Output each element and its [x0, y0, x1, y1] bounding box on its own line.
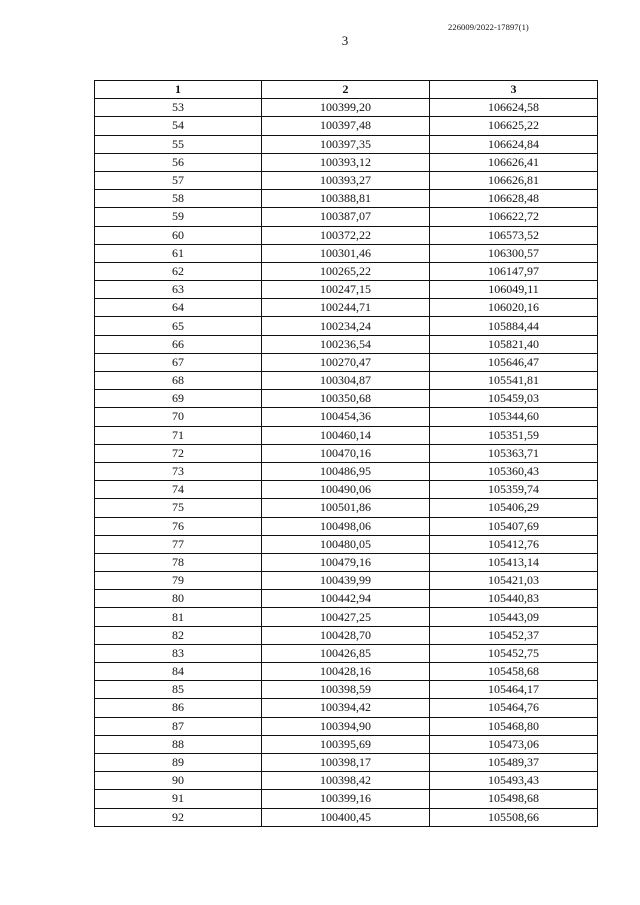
x-coordinate-cell: 100490,06	[262, 481, 430, 499]
x-coordinate-cell: 100270,47	[262, 353, 430, 371]
coordinates-table	[94, 80, 598, 827]
y-coordinate-cell: 106625,22	[430, 117, 598, 135]
table-row	[95, 572, 598, 590]
table-row	[95, 753, 598, 771]
x-coordinate-cell: 100398,59	[262, 681, 430, 699]
x-coordinate-cell: 100427,25	[262, 608, 430, 626]
table-row	[95, 735, 598, 753]
point-number-cell: 61	[95, 244, 262, 262]
table-row	[95, 262, 598, 280]
x-coordinate-cell: 100399,20	[262, 99, 430, 117]
table-row	[95, 553, 598, 571]
x-coordinate-cell: 100486,95	[262, 462, 430, 480]
table-row	[95, 353, 598, 371]
table-row	[95, 408, 598, 426]
x-coordinate-cell: 100479,16	[262, 553, 430, 571]
y-coordinate-cell: 105351,59	[430, 426, 598, 444]
point-number-cell: 85	[95, 681, 262, 699]
y-coordinate-cell: 105344,60	[430, 408, 598, 426]
table-row	[95, 171, 598, 189]
table-body	[95, 99, 598, 827]
table-row	[95, 499, 598, 517]
x-coordinate-cell: 100428,70	[262, 626, 430, 644]
y-coordinate-cell: 105440,83	[430, 590, 598, 608]
table-row	[95, 226, 598, 244]
y-coordinate-cell: 105459,03	[430, 390, 598, 408]
point-number-cell: 81	[95, 608, 262, 626]
y-coordinate-cell: 106624,58	[430, 99, 598, 117]
point-number-cell: 55	[95, 135, 262, 153]
table-row	[95, 153, 598, 171]
x-coordinate-cell: 100398,17	[262, 753, 430, 771]
table-row	[95, 281, 598, 299]
y-coordinate-cell: 105821,40	[430, 335, 598, 353]
point-number-cell: 69	[95, 390, 262, 408]
y-coordinate-cell: 105489,37	[430, 753, 598, 771]
point-number-cell: 53	[95, 99, 262, 117]
y-coordinate-cell: 105363,71	[430, 444, 598, 462]
column-header-3: 3	[430, 81, 598, 99]
table-row	[95, 299, 598, 317]
y-coordinate-cell: 105493,43	[430, 772, 598, 790]
table-row	[95, 663, 598, 681]
y-coordinate-cell: 105884,44	[430, 317, 598, 335]
point-number-cell: 87	[95, 717, 262, 735]
table-row	[95, 335, 598, 353]
x-coordinate-cell: 100304,87	[262, 372, 430, 390]
y-coordinate-cell: 105452,75	[430, 644, 598, 662]
y-coordinate-cell: 105443,09	[430, 608, 598, 626]
point-number-cell: 71	[95, 426, 262, 444]
point-number-cell: 79	[95, 572, 262, 590]
x-coordinate-cell: 100501,86	[262, 499, 430, 517]
x-coordinate-cell: 100394,42	[262, 699, 430, 717]
y-coordinate-cell: 105541,81	[430, 372, 598, 390]
table-row	[95, 517, 598, 535]
y-coordinate-cell: 105464,17	[430, 681, 598, 699]
table-row	[95, 808, 598, 826]
table-row	[95, 535, 598, 553]
y-coordinate-cell: 106626,81	[430, 171, 598, 189]
point-number-cell: 58	[95, 190, 262, 208]
point-number-cell: 54	[95, 117, 262, 135]
x-coordinate-cell: 100439,99	[262, 572, 430, 590]
y-coordinate-cell: 106622,72	[430, 208, 598, 226]
table-row	[95, 99, 598, 117]
y-coordinate-cell: 105468,80	[430, 717, 598, 735]
point-number-cell: 91	[95, 790, 262, 808]
point-number-cell: 80	[95, 590, 262, 608]
point-number-cell: 86	[95, 699, 262, 717]
y-coordinate-cell: 105406,29	[430, 499, 598, 517]
table-row	[95, 462, 598, 480]
table-row	[95, 590, 598, 608]
table-row	[95, 681, 598, 699]
table-row	[95, 117, 598, 135]
table-row	[95, 444, 598, 462]
point-number-cell: 76	[95, 517, 262, 535]
table-row	[95, 390, 598, 408]
x-coordinate-cell: 100301,46	[262, 244, 430, 262]
y-coordinate-cell: 106626,41	[430, 153, 598, 171]
x-coordinate-cell: 100397,35	[262, 135, 430, 153]
point-number-cell: 68	[95, 372, 262, 390]
point-number-cell: 82	[95, 626, 262, 644]
y-coordinate-cell: 105498,68	[430, 790, 598, 808]
x-coordinate-cell: 100454,36	[262, 408, 430, 426]
table-row	[95, 699, 598, 717]
point-number-cell: 67	[95, 353, 262, 371]
y-coordinate-cell: 105421,03	[430, 572, 598, 590]
x-coordinate-cell: 100400,45	[262, 808, 430, 826]
y-coordinate-cell: 106300,57	[430, 244, 598, 262]
point-number-cell: 63	[95, 281, 262, 299]
table-row	[95, 372, 598, 390]
x-coordinate-cell: 100426,85	[262, 644, 430, 662]
table-row	[95, 790, 598, 808]
x-coordinate-cell: 100393,27	[262, 171, 430, 189]
x-coordinate-cell: 100398,42	[262, 772, 430, 790]
y-coordinate-cell: 105360,43	[430, 462, 598, 480]
point-number-cell: 62	[95, 262, 262, 280]
x-coordinate-cell: 100397,48	[262, 117, 430, 135]
y-coordinate-cell: 105413,14	[430, 553, 598, 571]
point-number-cell: 60	[95, 226, 262, 244]
x-coordinate-cell: 100442,94	[262, 590, 430, 608]
x-coordinate-cell: 100393,12	[262, 153, 430, 171]
document-id: 226009/2022-17897(1)	[448, 22, 529, 32]
point-number-cell: 73	[95, 462, 262, 480]
point-number-cell: 83	[95, 644, 262, 662]
table-header-row	[95, 81, 598, 99]
x-coordinate-cell: 100265,22	[262, 262, 430, 280]
x-coordinate-cell: 100247,15	[262, 281, 430, 299]
point-number-cell: 84	[95, 663, 262, 681]
point-number-cell: 90	[95, 772, 262, 790]
x-coordinate-cell: 100460,14	[262, 426, 430, 444]
table-row	[95, 481, 598, 499]
point-number-cell: 74	[95, 481, 262, 499]
point-number-cell: 77	[95, 535, 262, 553]
x-coordinate-cell: 100480,05	[262, 535, 430, 553]
y-coordinate-cell: 106147,97	[430, 262, 598, 280]
point-number-cell: 92	[95, 808, 262, 826]
table-row	[95, 244, 598, 262]
y-coordinate-cell: 105464,76	[430, 699, 598, 717]
point-number-cell: 88	[95, 735, 262, 753]
y-coordinate-cell: 106624,84	[430, 135, 598, 153]
x-coordinate-cell: 100399,16	[262, 790, 430, 808]
point-number-cell: 56	[95, 153, 262, 171]
y-coordinate-cell: 106049,11	[430, 281, 598, 299]
table-row	[95, 317, 598, 335]
table-row	[95, 772, 598, 790]
table-row	[95, 190, 598, 208]
table-row	[95, 208, 598, 226]
y-coordinate-cell: 105508,66	[430, 808, 598, 826]
x-coordinate-cell: 100394,90	[262, 717, 430, 735]
x-coordinate-cell: 100372,22	[262, 226, 430, 244]
point-number-cell: 64	[95, 299, 262, 317]
y-coordinate-cell: 105412,76	[430, 535, 598, 553]
x-coordinate-cell: 100428,16	[262, 663, 430, 681]
table-row	[95, 426, 598, 444]
column-header-2: 2	[262, 81, 430, 99]
point-number-cell: 70	[95, 408, 262, 426]
y-coordinate-cell: 105407,69	[430, 517, 598, 535]
table-row	[95, 717, 598, 735]
x-coordinate-cell: 100388,81	[262, 190, 430, 208]
y-coordinate-cell: 105473,06	[430, 735, 598, 753]
point-number-cell: 78	[95, 553, 262, 571]
point-number-cell: 57	[95, 171, 262, 189]
table-row	[95, 135, 598, 153]
x-coordinate-cell: 100470,16	[262, 444, 430, 462]
y-coordinate-cell: 106020,16	[430, 299, 598, 317]
y-coordinate-cell: 106573,52	[430, 226, 598, 244]
y-coordinate-cell: 105359,74	[430, 481, 598, 499]
point-number-cell: 72	[95, 444, 262, 462]
point-number-cell: 65	[95, 317, 262, 335]
x-coordinate-cell: 100244,71	[262, 299, 430, 317]
point-number-cell: 75	[95, 499, 262, 517]
y-coordinate-cell: 105646,47	[430, 353, 598, 371]
x-coordinate-cell: 100236,54	[262, 335, 430, 353]
table-row	[95, 644, 598, 662]
x-coordinate-cell: 100350,68	[262, 390, 430, 408]
y-coordinate-cell: 105458,68	[430, 663, 598, 681]
x-coordinate-cell: 100395,69	[262, 735, 430, 753]
x-coordinate-cell: 100387,07	[262, 208, 430, 226]
column-header-1: 1	[95, 81, 262, 99]
x-coordinate-cell: 100234,24	[262, 317, 430, 335]
point-number-cell: 59	[95, 208, 262, 226]
page-number: 3	[341, 33, 349, 48]
table-row	[95, 626, 598, 644]
y-coordinate-cell: 105452,37	[430, 626, 598, 644]
point-number-cell: 89	[95, 753, 262, 771]
point-number-cell: 66	[95, 335, 262, 353]
table-row	[95, 608, 598, 626]
x-coordinate-cell: 100498,06	[262, 517, 430, 535]
y-coordinate-cell: 106628,48	[430, 190, 598, 208]
